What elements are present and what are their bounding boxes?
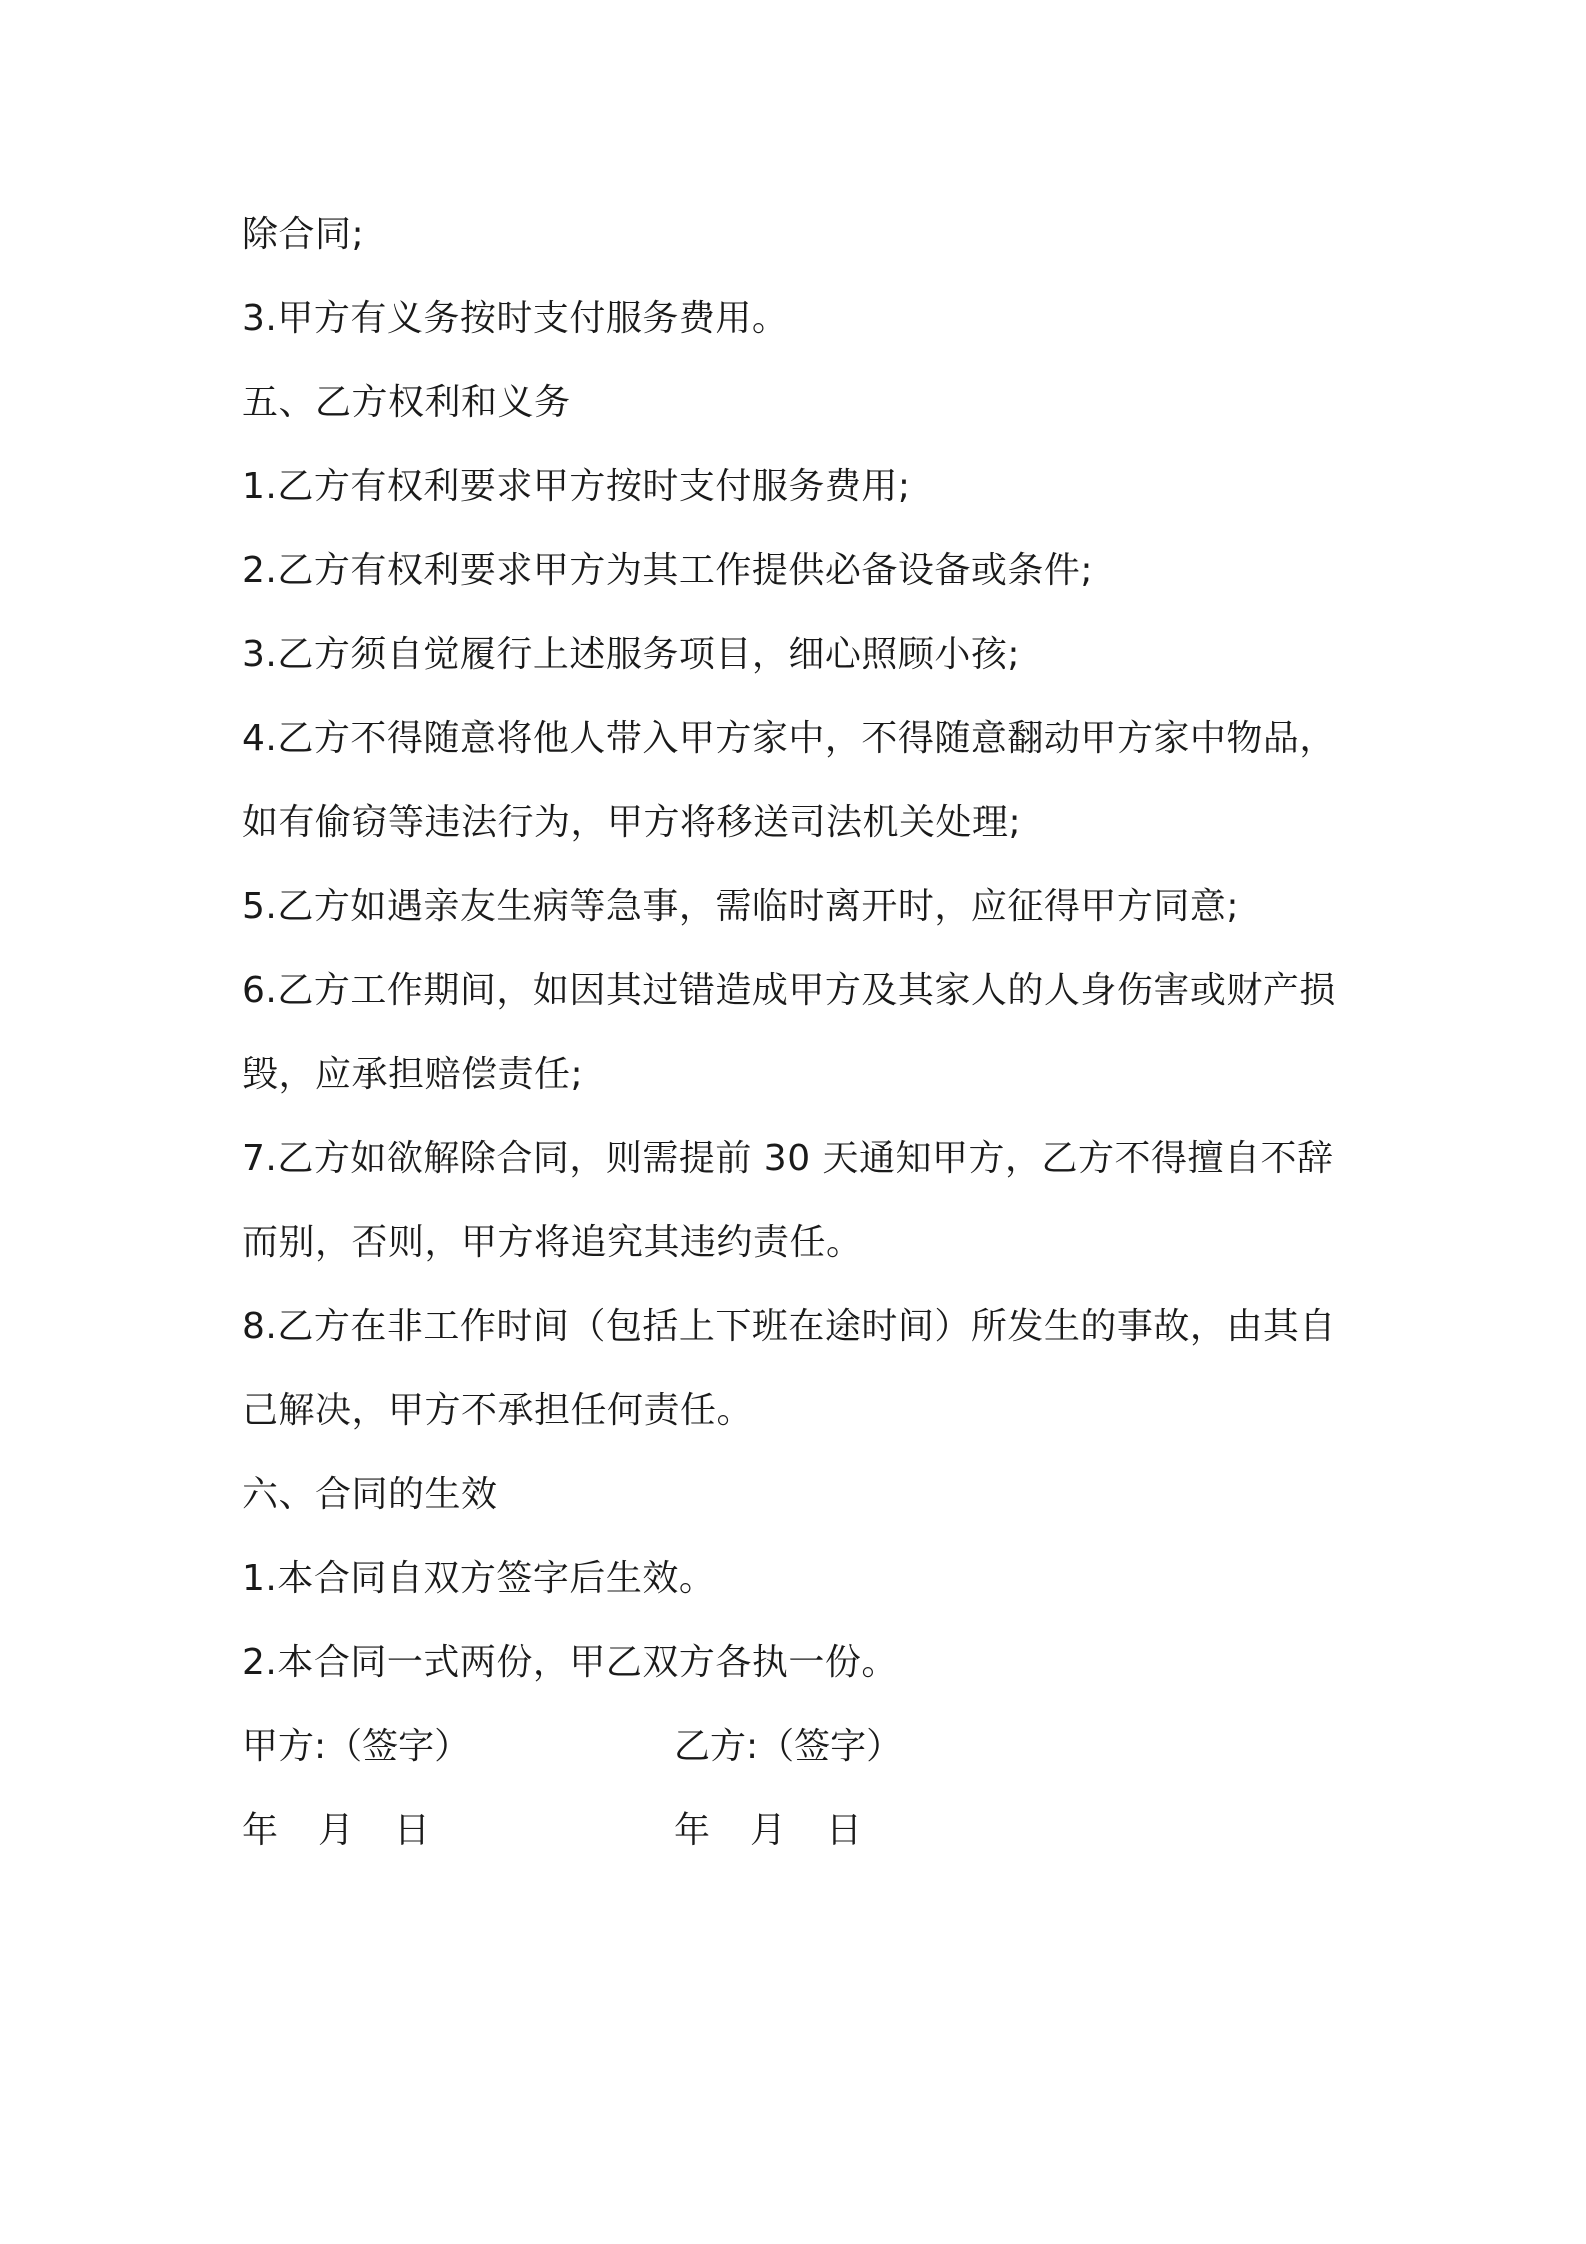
party-a-date [242, 1789, 430, 1873]
date-month: 月 [318, 1810, 355, 1851]
paragraph-line: 2.乙方有权利要求甲方为其工作提供必备设备或条件; [242, 550, 1093, 591]
paragraph-line: 6.乙方工作期间，如因其过错造成甲方及其家人的人身伤害或财产损 [242, 970, 1336, 1011]
paragraph-line: 3.甲方有义务按时支付服务费用。 [242, 298, 789, 339]
paragraph-line: 4.乙方不得随意将他人带入甲方家中，不得随意翻动甲方家中物品， [242, 718, 1336, 759]
party-b-signature: 乙方:（签字） [674, 1726, 903, 1767]
paragraph-line: 7.乙方如欲解除合同，则需提前 30 天通知甲方，乙方不得擅自不辞 [242, 1138, 1334, 1179]
paragraph-line: 5.乙方如遇亲友生病等急事，需临时离开时，应征得甲方同意; [242, 886, 1239, 927]
paragraph-line: 而别，否则，甲方将追究其违约责任。 [242, 1222, 863, 1263]
signature-row [242, 1705, 1362, 1789]
party-a-signature: 甲方:（签字） [242, 1726, 471, 1767]
party-b-date [674, 1789, 862, 1873]
paragraph-line: 如有偷窃等违法行为，甲方将移送司法机关处理; [242, 802, 1022, 843]
date-day: 日 [826, 1810, 863, 1851]
date-year: 年 [674, 1810, 711, 1851]
date-day: 日 [394, 1810, 431, 1851]
date-month: 月 [750, 1810, 787, 1851]
paragraph-line: 1.本合同自双方签字后生效。 [242, 1558, 716, 1599]
section-heading: 六、合同的生效 [242, 1474, 498, 1515]
paragraph-line: 己解决，甲方不承担任何责任。 [242, 1390, 754, 1431]
paragraph-line: 除合同; [242, 214, 365, 255]
paragraph-line: 1.乙方有权利要求甲方按时支付服务费用; [242, 466, 911, 507]
paragraph-line: 毁，应承担赔偿责任; [242, 1054, 584, 1095]
paragraph-line: 8.乙方在非工作时间（包括上下班在途时间）所发生的事故，由其自 [242, 1306, 1336, 1347]
paragraph-line: 3.乙方须自觉履行上述服务项目，细心照顾小孩; [242, 634, 1020, 675]
paragraph-line: 2.本合同一式两份，甲乙双方各执一份。 [242, 1642, 898, 1683]
document-body [242, 193, 1362, 1873]
section-heading: 五、乙方权利和义务 [242, 382, 571, 423]
date-year: 年 [242, 1810, 279, 1851]
date-row [242, 1789, 1362, 1873]
